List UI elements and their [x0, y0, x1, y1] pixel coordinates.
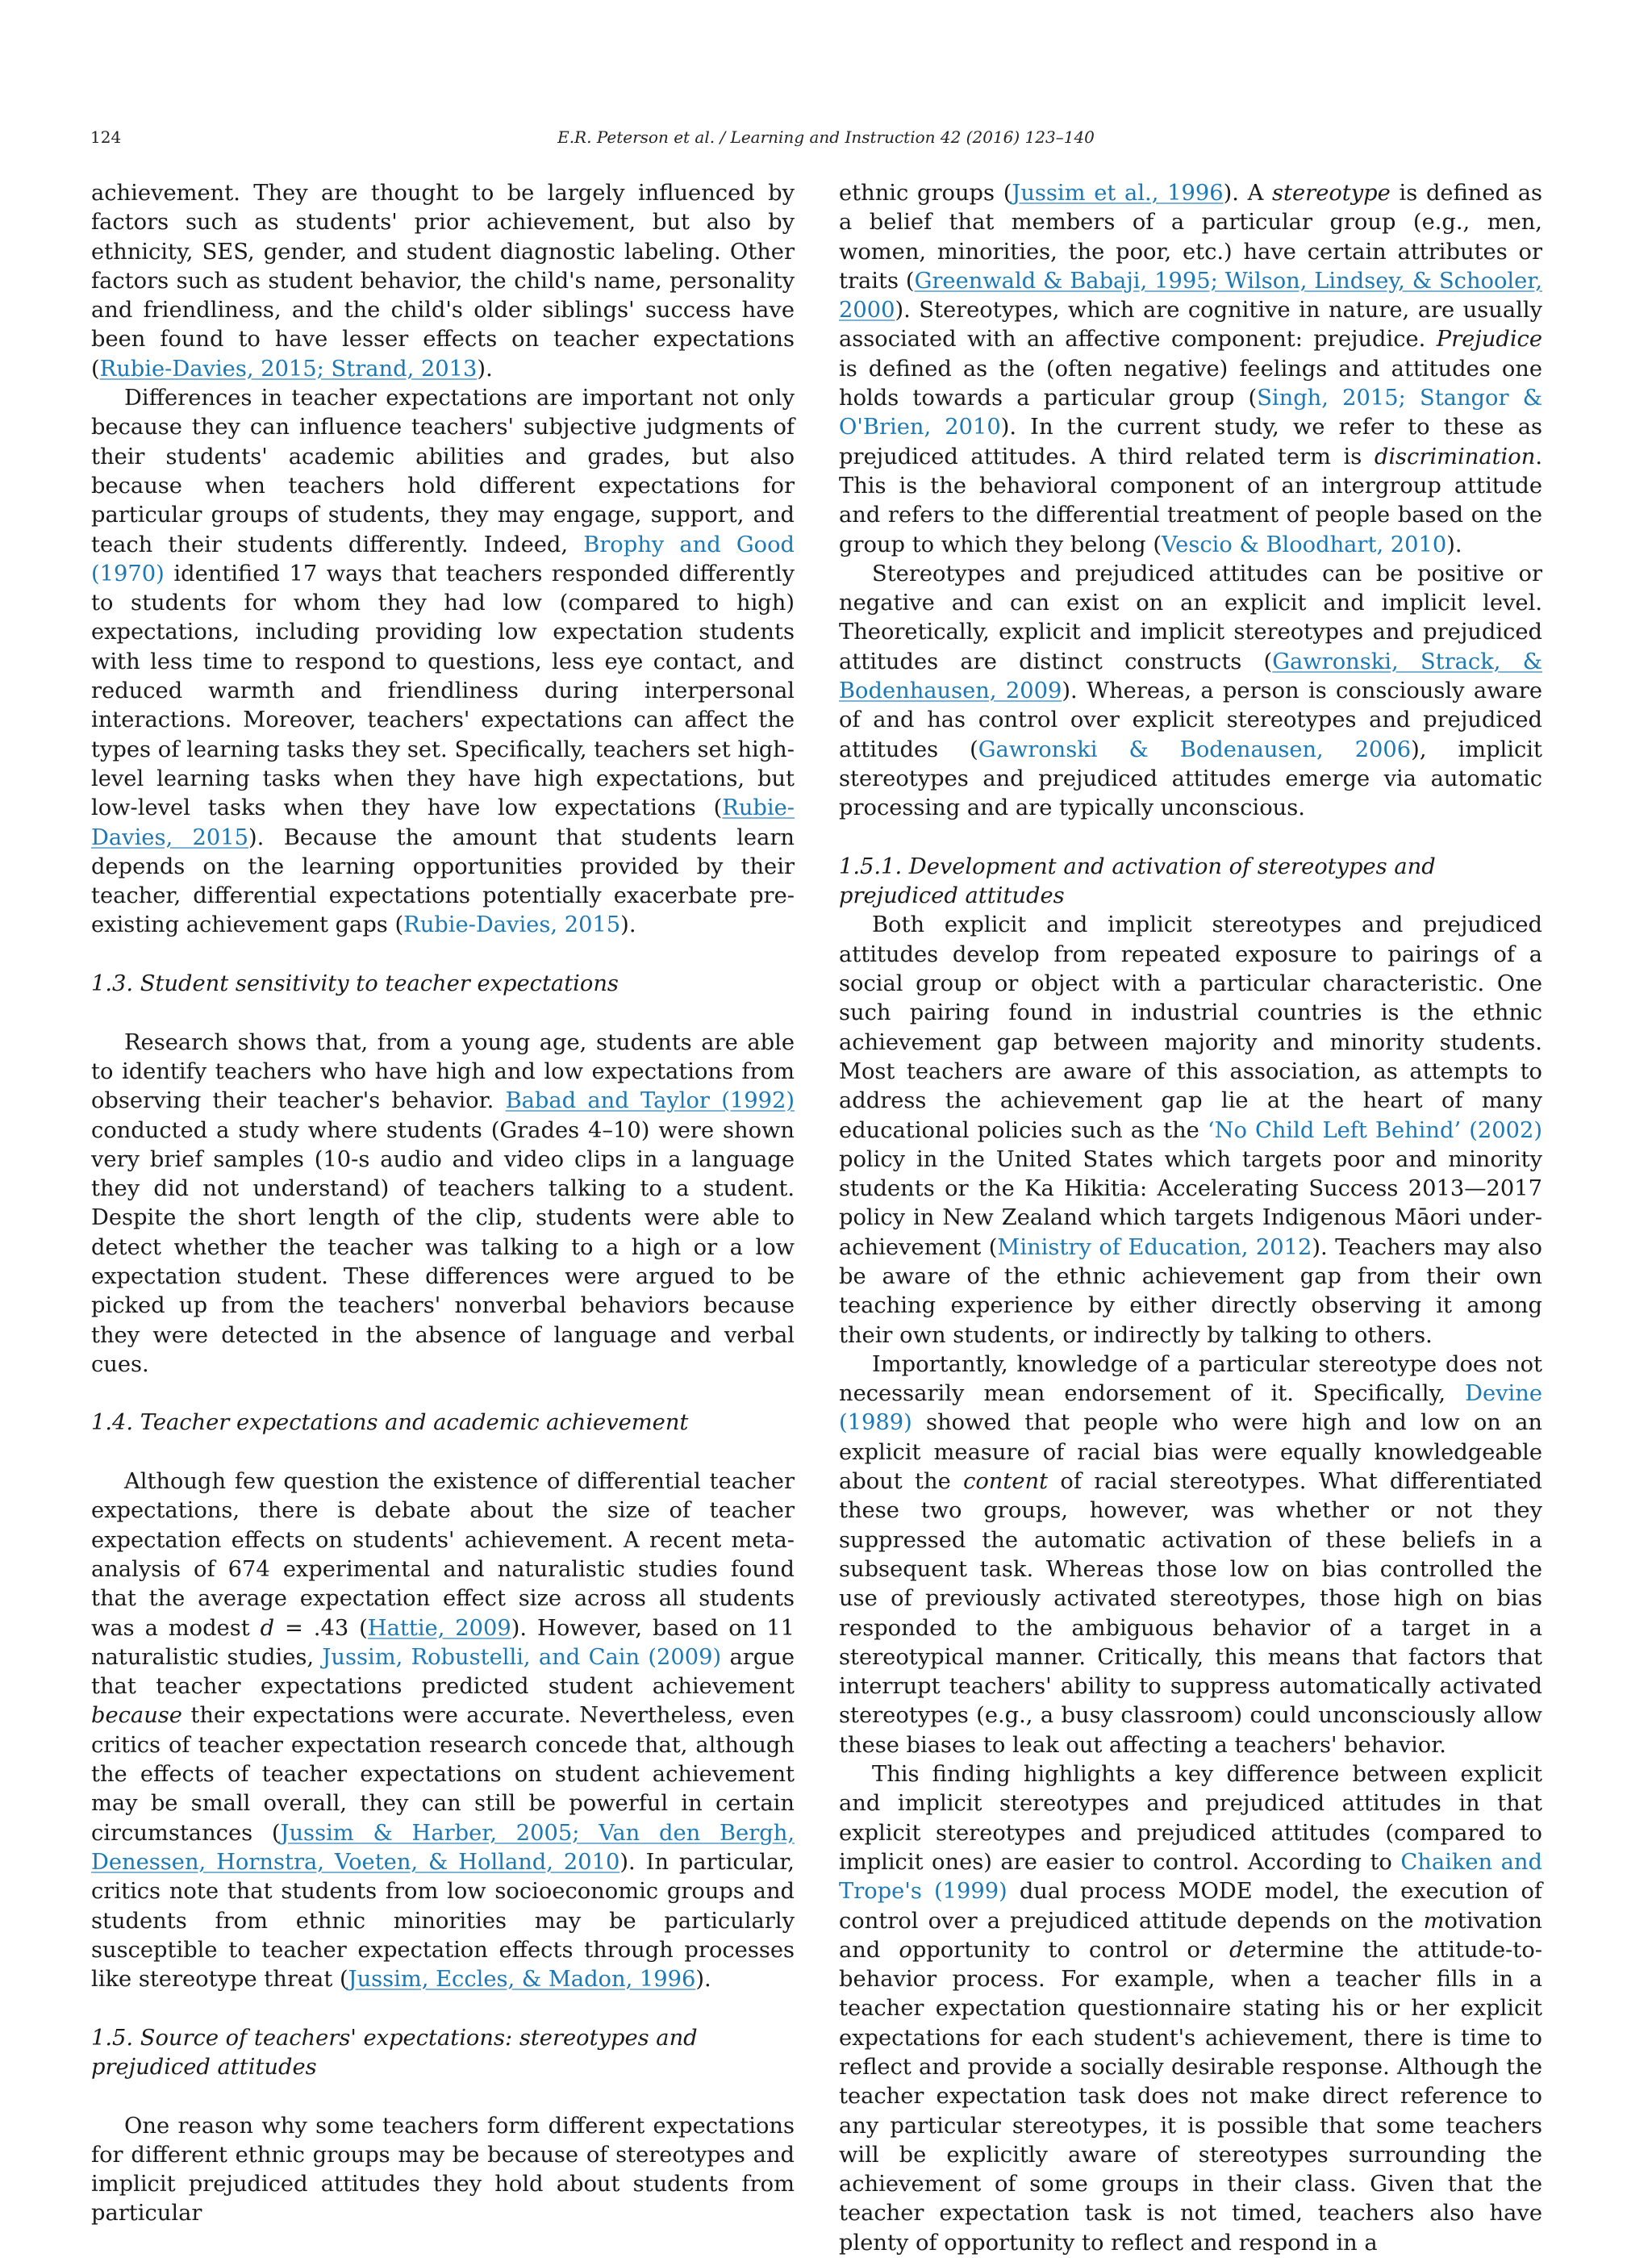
- citation-link[interactable]: Rubie-Davies, 2015: [403, 912, 621, 938]
- citation-link[interactable]: Brophy and Good (1970): [91, 532, 795, 586]
- section-heading-1-5-1: 1.5.1. Development and activation of stereotypes and prejudiced attitudes: [839, 854, 1436, 909]
- paragraph: Differences in teacher expectations are important not only because they can influence teachers' subjective judgments of their students' academic abilities and grades, but also because when teachers hold different expectations for particular groups of students, they may engage, support, and teach their students differently. Indeed, Brophy and Good (1970) identified 17 ways that teachers responded differently to students for whom they had low (compared to high) expectations, including providing low expectation students with less time to respond to questions, less eye contact, and reduced warmth and friendliness during interpersonal interactions. Moreover, teachers' expectations can affect the types of learning tasks they set. Specifically, teachers set high-level learning tasks when they have high expectations, but low-level tasks when they have low expectations (Rubie-Davies, 2015). Because the amount that students learn depends on the learning opportunities provided by their teacher, differential expectations potentially exacerbate pre-existing achievement gaps (Rubie-Davies, 2015).: [91, 386, 795, 938]
- right-column: [839, 179, 1542, 2258]
- citation-link[interactable]: ‘No Child Left Behind’ (2002): [1207, 1117, 1542, 1143]
- citation-link[interactable]: Jussim, Robustelli, and Cain (2009): [322, 1644, 722, 1670]
- paragraph: ethnic groups (Jussim et al., 1996). A stereotype is defined as a belief that members of a particular group (e.g., men, women, minorities, the poor, etc.) have certain attributes or traits (Greenwald & Babaji, 1995; Wilson, Lindsey, & Schooler, 2000). Stereotypes, which are cognitive in nature, are usually associated with an affective component: prejudice. Prejudice is defined as the (often negative) feelings and attitudes one holds towards a particular group (Singh, 2015; Stangor & O'Brien, 2010). In the current study, we refer to these as prejudiced attitudes. A third related term is discrimination. This is the behavioral component of an intergroup attitude and refers to the differential treatment of people based on the group to which they belong (Vescio & Bloodhart, 2010).: [839, 181, 1543, 557]
- citation-link[interactable]: Devine (1989): [839, 1381, 1542, 1436]
- section-heading-1-5: 1.5. Source of teachers' expectations: stereotypes and prejudiced attitudes: [91, 2025, 698, 2080]
- paragraph: Research shows that, from a young age, students are able to identify teachers who have high and low expectations from observing their teacher's behavior. Babad and Taylor (1992) conducted a study where students (Grades 4–10) were shown very brief samples (10-s audio and video clips in a language they did not understand) of teachers talking to a student. Despite the short length of the clip, students were able to detect whether the teacher was talking to a high or a low expectation student. These differences were argued to be picked up from the teachers' nonverbal behaviors because they were detected in the absence of language and verbal cues.: [91, 1029, 795, 1377]
- citation-link[interactable]: Jussim & Harber, 2005; Van den Bergh, Denessen, Hornstra, Voeten, & Holland, 2010: [91, 1820, 795, 1875]
- citation-link[interactable]: Vescio & Bloodhart, 2010: [1161, 532, 1447, 557]
- citation-link[interactable]: Rubie-Davies, 2015: [91, 795, 795, 850]
- paragraph: Although few question the existence of differential teacher expectations, there is debate about the size of teacher expectation effects on students' achievement. A recent meta-analysis of 674 experimental and naturalistic studies found that the average expectation effect size across all students was a modest d = .43 (Hattie, 2009). However, based on 11 naturalistic studies, Jussim, Robustelli, and Cain (2009) argue that teacher expectations predicted student achievement because their expectations were accurate. Nevertheless, even critics of teacher expectation research concede that, although the effects of teacher expectations on student achievement may be small overall, they can still be powerful in certain circumstances (Jussim & Harber, 2005; Van den Bergh, Denessen, Hornstra, Voeten, & Holland, 2010). In particular, critics note that students from low socioeconomic groups and students from ethnic minorities may be particularly susceptible to teacher expectation effects through processes like stereotype threat (Jussim, Eccles, & Madon, 1996).: [91, 1469, 795, 1993]
- journal-citation: E.R. Peterson et al. / Learning and Instruction 42 (2016) 123–140: [557, 127, 1095, 147]
- running-header: [90, 127, 1562, 160]
- paragraph: Importantly, knowledge of a particular stereotype does not necessarily mean endorsement of it. Specifically, Devine (1989) showed that people who were high and low on an explicit measure of racial bias were equally knowledgeable about the content of racial stereotypes. What differentiated these two groups, however, was whether or not they suppressed the automatic activation of these beliefs in a subsequent task. Whereas those low on bias controlled the use of previously activated stereotypes, those high on bias responded to the ambiguous behavior of a target in a stereotypical manner. Critically, this means that factors that interrupt teachers' ability to suppress automatically activated stereotypes (e.g., a busy classroom) could unconsciously allow these biases to leak out affecting a teachers' behavior.: [839, 1351, 1542, 1758]
- citation-link[interactable]: Babad and Taylor (1992): [505, 1088, 795, 1114]
- paragraph: Stereotypes and prejudiced attitudes can be positive or negative and can exist on an explicit and implicit level. Theoretically, explicit and implicit stereotypes and prejudiced attitudes are distinct constructs (Gawronski, Strack, & Bodenhausen, 2009). Whereas, a person is consciously aware of and has control over explicit stereotypes and prejudiced attitudes (Gawronski & Bodenausen, 2006), implicit stereotypes and prejudiced attitudes emerge via automatic processing and are typically unconscious.: [839, 561, 1542, 821]
- citation-link[interactable]: Greenwald & Babaji, 1995; Wilson, Lindsey, & Schooler, 2000: [839, 268, 1543, 323]
- citation-link[interactable]: Rubie-Davies, 2015; Strand, 2013: [99, 356, 478, 382]
- paragraph: This finding highlights a key difference between explicit and implicit stereotypes and prejudiced attitudes in that explicit stereotypes and prejudiced attitudes (compared to implicit ones) are easier to control. According to Chaiken and Trope's (1999) dual process MODE model, the execution of control over a prejudiced attitude depends on the motivation and opportunity to control or determine the attitude-to-behavior process. For example, when a teacher fills in a teacher expectation questionnaire stating his or her explicit expectations for each student's achievement, there is time to reflect and provide a socially desirable response. Although the teacher expectation task does not make direct reference to any particular stereotypes, it is possible that some teachers will be explicitly aware of stereotypes surrounding the achievement of some groups in their class. Given that the teacher expectation task is not timed, teachers also have plenty of opportunity to reflect and respond in a: [839, 1762, 1542, 2256]
- citation-link[interactable]: Gawronski, Strack, & Bodenhausen, 2009: [839, 649, 1542, 704]
- section-heading-1-3: 1.3. Student sensitivity to teacher expectations: [91, 971, 619, 997]
- page-number: 124: [90, 127, 122, 147]
- citation-link[interactable]: Jussim et al., 1996: [1012, 181, 1224, 206]
- section-heading-1-4: 1.4. Teacher expectations and academic achievement: [91, 1410, 689, 1436]
- citation-link[interactable]: Hattie, 2009: [367, 1615, 511, 1641]
- paragraph: achievement. They are thought to be largely influenced by factors such as students' prior achievement, but also by ethnicity, SES, gender, and student diagnostic labeling. Other factors such as student behavior, the child's name, personality and friendliness, and the child's older siblings' success have been found to have lesser effects on teacher expectations (Rubie-Davies, 2015; Strand, 2013).: [91, 181, 795, 382]
- citation-link[interactable]: Ministry of Education, 2012: [997, 1234, 1312, 1260]
- citation-link[interactable]: Chaiken and Trope's (1999): [839, 1849, 1542, 1905]
- citation-link[interactable]: Jussim, Eccles, & Madon, 1996: [348, 1967, 696, 1993]
- citation-link[interactable]: Gawronski & Bodenausen, 2006: [978, 737, 1412, 762]
- citation-link[interactable]: Singh, 2015; Stangor & O'Brien, 2010: [839, 386, 1542, 440]
- paragraph: One reason why some teachers form different expectations for different ethnic groups may be because of stereotypes and implicit prejudiced attitudes they hold about students from particular: [91, 2113, 795, 2227]
- paragraph: Both explicit and implicit stereotypes and prejudiced attitudes develop from repeated exposure to pairings of a social group or object with a particular characteristic. One such pairing found in industrial countries is the ethnic achievement gap between majority and minority students. Most teachers are aware of this association, as attempts to address the achievement gap lie at the heart of many educational policies such as the ‘No Child Left Behind’ (2002) policy in the United States which targets poor and minority students or the Ka Hikitia: Accelerating Success 2013—2017 policy in New Zealand which targets Indigenous Māori under-achievement (Ministry of Education, 2012). Teachers may also be aware of the ethnic achievement gap from their own teaching experience by either directly observing it among their own students, or indirectly by talking to others.: [839, 912, 1542, 1348]
- left-column: [91, 179, 795, 2229]
